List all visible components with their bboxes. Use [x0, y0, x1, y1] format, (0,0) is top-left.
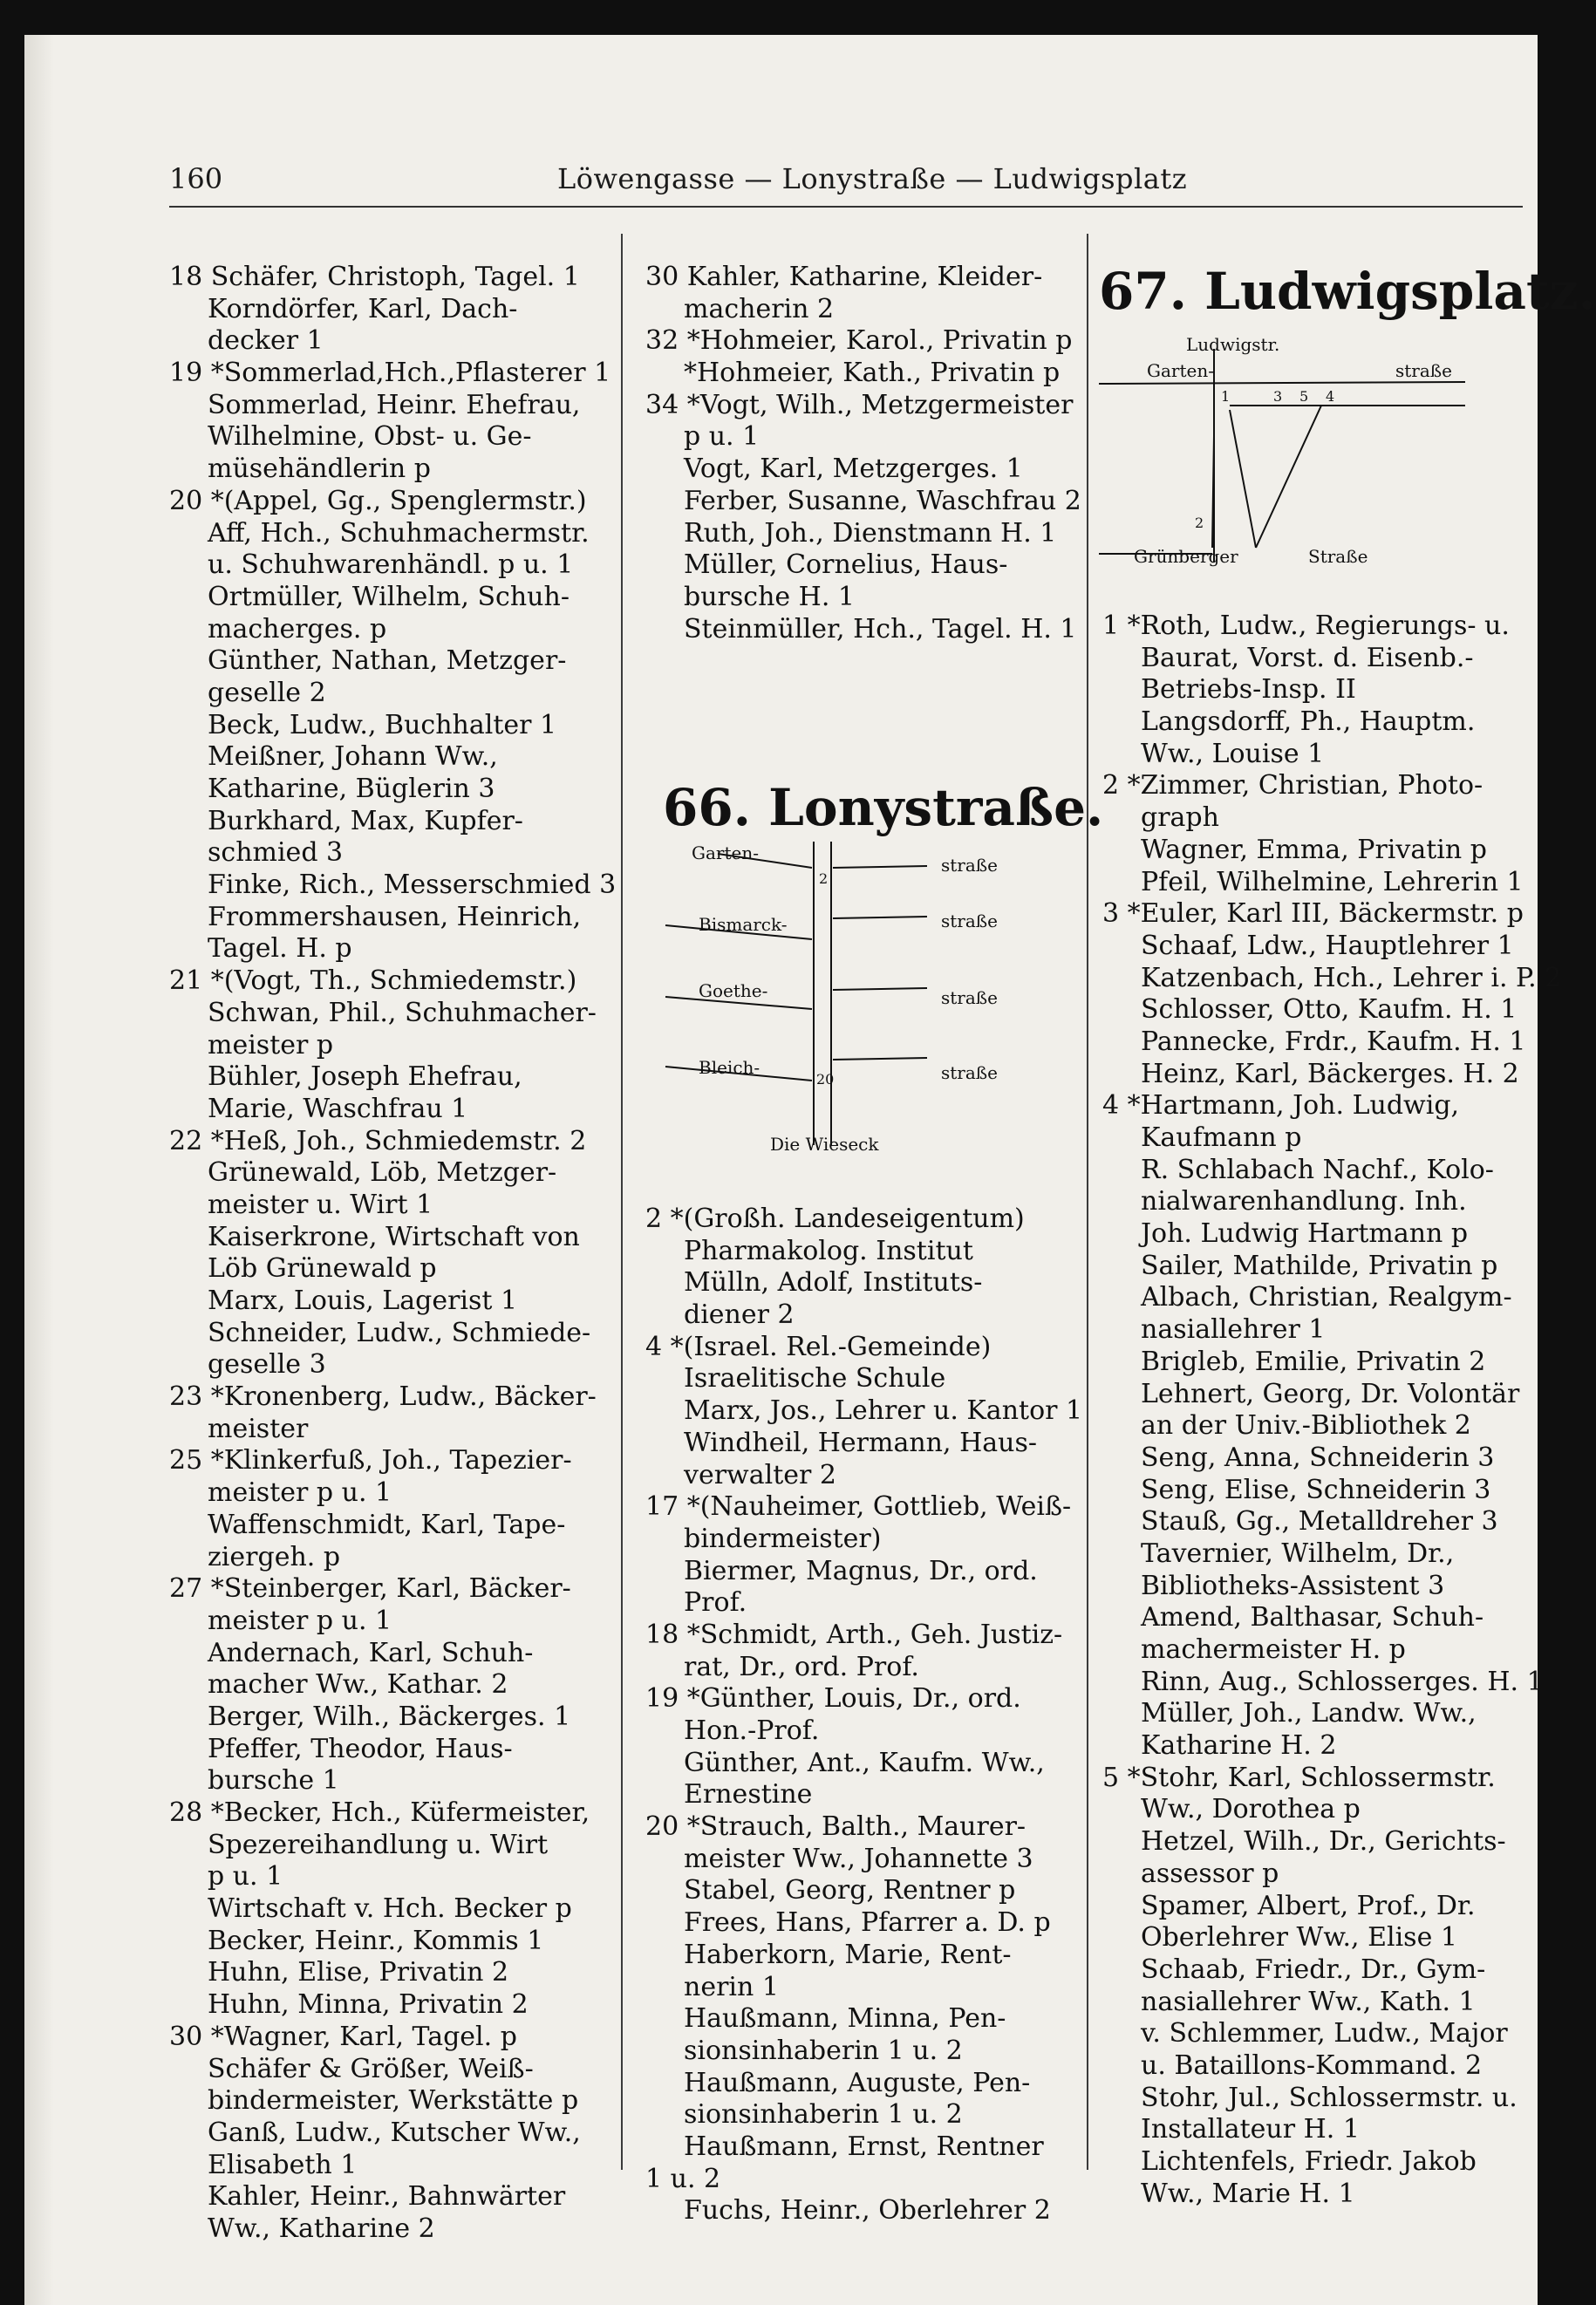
- directory-line: meister Ww., Johannette 3: [684, 1843, 1033, 1874]
- directory-line: p u. 1: [208, 1861, 283, 1892]
- directory-line: Berger, Wilh., Bäckerges. 1: [208, 1701, 571, 1732]
- directory-line: schmied 3: [208, 837, 344, 869]
- directory-line: Huhn, Elise, Privatin 2: [208, 1957, 509, 1988]
- directory-line: Seng, Elise, Schneiderin 3: [1141, 1474, 1491, 1505]
- directory-line: Langsdorff, Ph., Hauptm.: [1141, 706, 1476, 738]
- directory-line: Hetzel, Wilh., Dr., Gerichts-: [1141, 1826, 1506, 1858]
- directory-line: Seng, Anna, Schneiderin 3: [1141, 1442, 1495, 1473]
- directory-line: ziergeh. p: [208, 1541, 341, 1572]
- directory-line: macherges. p: [208, 613, 387, 644]
- directory-line: bursche H. 1: [684, 581, 855, 612]
- column-middle-bottom: [645, 1204, 1081, 2227]
- directory-line: meister p u. 1: [208, 1605, 392, 1636]
- page-gutter: [24, 35, 54, 2305]
- directory-line: 18 Schäfer, Christoph, Tagel. 1: [169, 262, 580, 292]
- directory-line: Sailer, Mathilde, Privatin p: [1141, 1250, 1498, 1281]
- directory-line: Rinn, Aug., Schlosserges. H. 1: [1141, 1666, 1544, 1697]
- directory-line: Steinmüller, Hch., Tagel. H. 1: [684, 613, 1077, 644]
- directory-line: Frees, Hans, Pfarrer a. D. p: [684, 1907, 1051, 1939]
- directory-line: Oberlehrer Ww., Elise 1: [1141, 1922, 1457, 1954]
- directory-line: Marx, Jos., Lehrer u. Kantor 1: [684, 1395, 1083, 1427]
- directory-line: macher Ww., Kathar. 2: [208, 1669, 508, 1701]
- street-map-ludwigsplatz: [1099, 331, 1518, 602]
- directory-line: Tagel. H. p: [208, 933, 352, 965]
- directory-line: Günther, Ant., Kaufm. Ww.,: [684, 1747, 1045, 1778]
- directory-line: Finke, Rich., Messerschmied 3: [208, 869, 617, 901]
- directory-line: Pharmakolog. Institut: [684, 1235, 973, 1266]
- directory-line: Joh. Ludwig Hartmann p: [1141, 1218, 1469, 1250]
- map66-label: straße: [941, 910, 998, 931]
- directory-line: Schäfer & Größer, Weiß-: [208, 2053, 534, 2084]
- map66-street-line: [833, 1058, 927, 1060]
- directory-line: sionsinhaberin 1 u. 2: [684, 2035, 963, 2066]
- map66-label: straße: [941, 855, 998, 876]
- directory-line: Bühler, Joseph Ehefrau,: [208, 1061, 522, 1093]
- directory-line: machermeister H. p: [1141, 1634, 1406, 1665]
- directory-line: 20 *Strauch, Balth., Maurer-: [645, 1811, 1026, 1843]
- directory-line: Schneider, Ludw., Schmiede-: [208, 1317, 591, 1348]
- directory-line: bindermeister): [684, 1523, 882, 1554]
- directory-line: Grünewald, Löb, Metzger-: [208, 1157, 557, 1189]
- directory-line: Becker, Heinr., Kommis 1: [208, 1925, 544, 1956]
- directory-line: 19 *Günther, Louis, Dr., ord.: [645, 1683, 1021, 1715]
- directory-line: Bibliotheks-Assistent 3: [1141, 1570, 1445, 1601]
- directory-line: bindermeister, Werkstätte p: [208, 2085, 579, 2117]
- directory-line: nasiallehrer Ww., Kath. 1: [1141, 1986, 1476, 2017]
- map67-label: Straße: [1308, 546, 1368, 567]
- directory-line: rat, Dr., ord. Prof.: [684, 1651, 919, 1682]
- map66-river-label: Die Wieseck: [770, 1134, 879, 1155]
- directory-line: 22 *Heß, Joh., Schmiedemstr. 2: [169, 1125, 587, 1156]
- directory-line: Haußmann, Auguste, Pen-: [684, 2067, 1031, 2098]
- directory-line: Waffenschmidt, Karl, Tape-: [208, 1509, 566, 1540]
- directory-line: Brigleb, Emilie, Privatin 2: [1141, 1346, 1486, 1377]
- directory-line: Spezereihandlung u. Wirt: [208, 1829, 549, 1860]
- directory-line: Günther, Nathan, Metzger-: [208, 645, 567, 677]
- directory-line: bursche 1: [208, 1765, 339, 1797]
- directory-line: Ganß, Ludw., Kutscher Ww.,: [208, 2117, 581, 2148]
- directory-line: Pfeffer, Theodor, Haus-: [208, 1733, 513, 1764]
- directory-line: Meißner, Johann Ww.,: [208, 741, 498, 773]
- directory-line: 2 *Zimmer, Christian, Photo-: [1102, 770, 1483, 801]
- map67-street-line: [1099, 382, 1465, 384]
- directory-line: sionsinhaberin 1 u. 2: [684, 2099, 963, 2131]
- directory-line: geselle 2: [208, 677, 326, 708]
- directory-line: verwalter 2: [684, 1459, 836, 1490]
- map66-house-number: 20: [816, 1071, 835, 1088]
- directory-line: Installateur H. 1: [1141, 2114, 1360, 2145]
- directory-line: v. Schlemmer, Ludw., Major: [1141, 2018, 1508, 2049]
- directory-line: Albach, Christian, Realgym-: [1141, 1282, 1512, 1313]
- map66-street-line: [833, 917, 927, 918]
- map67-house-number: 3: [1273, 388, 1283, 405]
- directory-line: Haberkorn, Marie, Rent-: [684, 1939, 1012, 1970]
- directory-line: Aff, Hch., Schuhmachermstr.: [208, 517, 590, 549]
- section-title-67: 67. Ludwigsplatz.: [1099, 262, 1596, 321]
- directory-line: Hon.-Prof.: [684, 1715, 820, 1746]
- directory-line: Windheil, Hermann, Haus-: [684, 1427, 1037, 1458]
- directory-line: assessor p: [1141, 1858, 1279, 1889]
- directory-line: Katharine, Büglerin 3: [208, 774, 495, 804]
- running-head: Löwengasse — Lonystraße — Ludwigsplatz: [557, 162, 1188, 195]
- directory-line: Stauß, Gg., Metalldreher 3: [1141, 1506, 1498, 1538]
- directory-line: p u. 1: [684, 421, 760, 453]
- directory-line: Müller, Cornelius, Haus-: [684, 549, 1008, 581]
- map67-house-number: 1: [1221, 388, 1231, 405]
- map66-label: straße: [941, 987, 998, 1008]
- directory-line: 4 *Hartmann, Joh. Ludwig,: [1102, 1090, 1460, 1122]
- directory-line: 34 *Vogt, Wilh., Metzgermeister: [645, 389, 1074, 420]
- directory-line: Schaab, Friedr., Dr., Gym-: [1141, 1954, 1486, 1985]
- directory-line: 19 *Sommerlad,Hch.,Pflasterer 1: [169, 358, 611, 389]
- map67-house-number: 4: [1326, 388, 1335, 405]
- map67-label: Grünberger: [1134, 546, 1238, 567]
- directory-line: Ruth, Joh., Dienstmann H. 1: [684, 517, 1057, 549]
- map66-label: Bleich-: [699, 1057, 760, 1078]
- directory-line: u. Schuhwarenhändl. p u. 1: [208, 549, 574, 581]
- directory-line: 5 *Stohr, Karl, Schlossermstr.: [1102, 1762, 1496, 1793]
- directory-line: u. Bataillons-Kommand. 2: [1141, 2049, 1483, 2081]
- directory-line: Baurat, Vorst. d. Eisenb.-: [1141, 642, 1474, 673]
- directory-line: 27 *Steinberger, Karl, Bäcker-: [169, 1573, 571, 1605]
- directory-line: Stohr, Jul., Schlossermstr. u.: [1141, 2082, 1518, 2113]
- directory-line: Frommershausen, Heinrich,: [208, 901, 582, 932]
- directory-line: 20 *(Appel, Gg., Spenglermstr.): [169, 485, 587, 516]
- directory-line: Ww., Katharine 2: [208, 2213, 435, 2244]
- directory-line: Kaiserkrone, Wirtschaft von: [208, 1221, 580, 1252]
- directory-line: Pannecke, Frdr., Kaufm. H. 1: [1141, 1026, 1526, 1057]
- map66-house-number: 2: [819, 870, 829, 887]
- map67-label: Garten-: [1147, 360, 1214, 381]
- directory-line: meister p: [208, 1029, 334, 1060]
- column-rule-left: [621, 234, 623, 2170]
- directory-line: Ortmüller, Wilhelm, Schuh-: [208, 581, 570, 612]
- directory-line: Korndörfer, Karl, Dach-: [208, 293, 518, 324]
- directory-line: Burkhard, Max, Kupfer-: [208, 805, 523, 836]
- directory-line: Marx, Louis, Lagerist 1: [208, 1285, 518, 1316]
- directory-line: R. Schlabach Nachf., Kolo-: [1141, 1154, 1494, 1185]
- directory-line: 21 *(Vogt, Th., Schmiedemstr.): [169, 965, 577, 997]
- directory-line: Kahler, Heinr., Bahnwärter: [208, 2181, 566, 2213]
- map67-label: Ludwigstr.: [1186, 334, 1280, 355]
- map66-label: straße: [941, 1062, 998, 1083]
- map67-house-number: 5: [1299, 388, 1309, 405]
- directory-line: *Hohmeier, Kath., Privatin p: [684, 358, 1061, 389]
- directory-line: Haußmann, Ernst, Rentner: [684, 2131, 1044, 2162]
- directory-line: Andernach, Karl, Schuh-: [208, 1637, 534, 1668]
- directory-line: nasiallehrer 1: [1141, 1314, 1326, 1346]
- directory-line: Huhn, Minna, Privatin 2: [208, 1989, 529, 2021]
- directory-line: nialwarenhandlung. Inh.: [1141, 1186, 1467, 1217]
- book-page: [24, 35, 1596, 2305]
- header-rule: [169, 206, 1523, 208]
- directory-line: Stabel, Georg, Rentner p: [684, 1875, 1016, 1906]
- directory-line: Prof.: [684, 1587, 747, 1619]
- directory-line: Israelitische Schule: [684, 1363, 946, 1395]
- directory-line: müsehändlerin p: [208, 453, 431, 485]
- directory-line: diener 2: [684, 1299, 795, 1331]
- directory-line: Schaaf, Ldw., Hauptlehrer 1: [1141, 930, 1514, 961]
- map67-street-line: [1230, 410, 1256, 548]
- directory-line: Vogt, Karl, Metzgerges. 1: [684, 453, 1023, 485]
- directory-line: Ernestine: [684, 1779, 813, 1811]
- map66-street-line: [833, 866, 927, 868]
- map66-street-line: [833, 988, 927, 990]
- directory-line: 28 *Becker, Hch., Küfermeister,: [169, 1797, 590, 1828]
- directory-line: meister: [208, 1413, 309, 1444]
- directory-line: 2 *(Großh. Landeseigentum): [645, 1204, 1025, 1234]
- directory-line: Mülln, Adolf, Instituts-: [684, 1267, 983, 1299]
- directory-line: Haußmann, Minna, Pen-: [684, 2003, 1006, 2035]
- directory-line: meister p u. 1: [208, 1477, 392, 1509]
- column-middle-top: [645, 262, 1081, 645]
- directory-line: nerin 1: [684, 1971, 779, 2002]
- map66-label: Goethe-: [699, 980, 768, 1001]
- directory-line: Schlosser, Otto, Kaufm. H. 1: [1141, 994, 1518, 1026]
- directory-line: gesellе 3: [208, 1349, 326, 1381]
- directory-line: Sommerlad, Heinr. Ehefrau,: [208, 389, 581, 420]
- directory-line: Amend, Balthasar, Schuh-: [1141, 1602, 1484, 1633]
- directory-line: Marie, Waschfrau 1: [208, 1093, 468, 1124]
- directory-line: Betriebs-Insp. II: [1141, 674, 1356, 706]
- directory-line: an der Univ.-Bibliothek 2: [1141, 1410, 1471, 1442]
- street-map-lonystrasse: [665, 842, 1049, 1156]
- directory-line: Müller, Joh., Landw. Ww.,: [1141, 1698, 1477, 1729]
- page-header: [169, 162, 1521, 206]
- column-left: [169, 262, 618, 2246]
- directory-line: Fuchs, Heinr., Oberlehrer 2: [684, 2195, 1051, 2227]
- directory-line: Lichtenfels, Friedr. Jakob: [1141, 2146, 1477, 2177]
- directory-line: 17 *(Nauheimer, Gottlieb, Weiß-: [645, 1491, 1072, 1523]
- directory-line: 3 *Euler, Karl III, Bäckermstr. p: [1102, 898, 1524, 930]
- directory-line: decker 1: [208, 325, 324, 357]
- directory-line: Katharine H. 2: [1141, 1730, 1337, 1762]
- directory-line: Kaufmann p: [1141, 1122, 1302, 1153]
- directory-line: 18 *Schmidt, Arth., Geh. Justiz-: [645, 1619, 1063, 1650]
- directory-line: Katzenbach, Hch., Lehrer i. P. 2: [1141, 962, 1562, 993]
- directory-line: Heinz, Karl, Bäckerges. H. 2: [1141, 1058, 1519, 1089]
- directory-line: Löb Grünewald p: [208, 1253, 437, 1285]
- directory-line: 1 *Roth, Ludw., Regierungs- u.: [1102, 610, 1510, 641]
- directory-line: Spamer, Albert, Prof., Dr.: [1141, 1890, 1476, 1921]
- map66-label: Bismarck-: [699, 914, 788, 935]
- directory-line: meister u. Wirt 1: [208, 1189, 433, 1220]
- map66-label: Garten-: [692, 842, 759, 863]
- directory-line: Ferber, Susanne, Waschfrau 2: [684, 485, 1081, 516]
- directory-line: Wirtschaft v. Hch. Becker p: [208, 1893, 572, 1925]
- directory-line: Ww., Marie H. 1: [1141, 2178, 1355, 2209]
- map67-street-line: [1256, 406, 1321, 548]
- directory-line: 23 *Kronenberg, Ludw., Bäcker-: [169, 1381, 597, 1413]
- directory-line: 30 Kahler, Katharine, Kleider-: [645, 262, 1043, 292]
- directory-line: Pfeil, Wilhelmine, Lehrerin 1: [1141, 866, 1524, 897]
- page-number: 160: [169, 162, 223, 195]
- directory-line: Elisabeth 1: [208, 2149, 358, 2180]
- map67-house-number: 2: [1195, 515, 1204, 531]
- directory-line: Wagner, Emma, Privatin p: [1141, 834, 1487, 865]
- directory-line: Schwan, Phil., Schuhmacher-: [208, 997, 597, 1028]
- map67-label: straße: [1395, 360, 1452, 381]
- directory-line: Ww., Louise 1: [1141, 738, 1325, 769]
- directory-line: 25 *Klinkerfuß, Joh., Tapezier-: [169, 1445, 572, 1476]
- directory-line: Wilhelmine, Obst- u. Ge-: [208, 421, 532, 453]
- directory-line: Beck, Ludw., Buchhalter 1: [208, 709, 557, 740]
- directory-line: Lehnert, Georg, Dr. Volontär: [1141, 1378, 1520, 1409]
- directory-line: Ww., Dorothea p: [1141, 1794, 1361, 1825]
- directory-line: graph: [1141, 802, 1219, 834]
- directory-line: 30 *Wagner, Karl, Tagel. p: [169, 2021, 517, 2052]
- directory-line: 1 u. 2: [645, 2163, 721, 2194]
- section-title-66: 66. Lonystraße.: [663, 778, 1104, 837]
- directory-line: Tavernier, Wilhelm, Dr.,: [1141, 1538, 1455, 1569]
- directory-line: 32 *Hohmeier, Karol., Privatin p: [645, 325, 1073, 357]
- column-rule-right: [1087, 234, 1088, 2170]
- column-right: [1102, 610, 1562, 2210]
- directory-line: Biermer, Magnus, Dr., ord.: [684, 1555, 1038, 1586]
- directory-line: 4 *(Israel. Rel.-Gemeinde): [645, 1331, 992, 1362]
- directory-line: macherin 2: [684, 293, 835, 324]
